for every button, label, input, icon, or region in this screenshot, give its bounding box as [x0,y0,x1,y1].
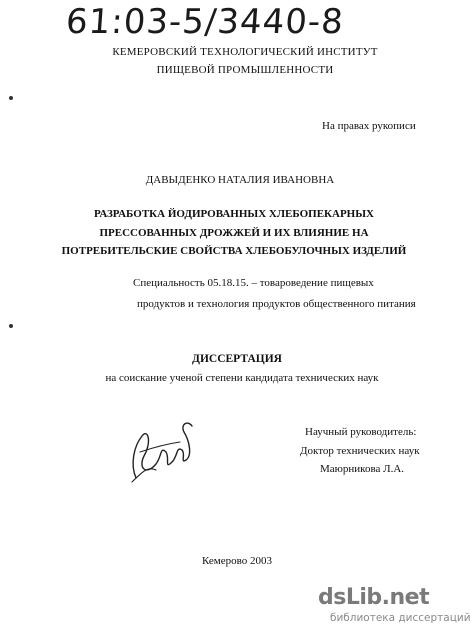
scan-artifact-dot [9,96,13,100]
specialty-line-2: продуктов и технология продуктов общественного питания [137,298,416,310]
dslib-watermark [318,585,471,624]
thesis-title-line-3: ПОТРЕБИТЕЛЬСКИЕ СВОЙСТВА ХЛЕБОБУЛОЧНЫХ ИЗДЕЛИЙ [61,245,407,257]
archive-stamp-number: 61:03-5/3440-8 [64,2,346,42]
supervisor-name: Маюрникова Л.А. [320,463,405,475]
supervisor-role: Научный руководитель: [305,426,417,438]
institute-name-line-1: КЕМЕРОВСКИЙ ТЕХНОЛОГИЧЕСКИЙ ИНСТИТУТ [112,46,378,58]
specialty-line-1: Специальность 05.18.15. – товароведение пищевых [133,277,374,289]
dslib-caption: библиотека диссертаций [330,612,471,624]
thesis-title-line-1: РАЗРАБОТКА ЙОДИРОВАННЫХ ХЛЕБОПЕКАРНЫХ [94,208,374,220]
supervisor-title: Доктор технических наук [300,445,420,457]
rights-note: На правах рукописи [322,120,416,132]
scan-artifact-dot [9,324,13,328]
author-name: ДАВЫДЕНКО НАТАЛИЯ ИВАНОВНА [145,174,335,186]
handwritten-signature [122,412,202,497]
degree-line: на соискание ученой степени кандидата технических наук [105,372,379,384]
thesis-title-line-2: ПРЕССОВАННЫХ ДРОЖЖЕЙ И ИХ ВЛИЯНИЕ НА [99,227,369,239]
dslib-logo: dsLib.net [318,585,430,610]
place-and-year: Кемерово 2003 [201,555,272,567]
document-type-heading: ДИССЕРТАЦИЯ [192,353,282,365]
institute-name-line-2: ПИЩЕВОЙ ПРОМЫШЛЕННОСТИ [156,64,334,76]
